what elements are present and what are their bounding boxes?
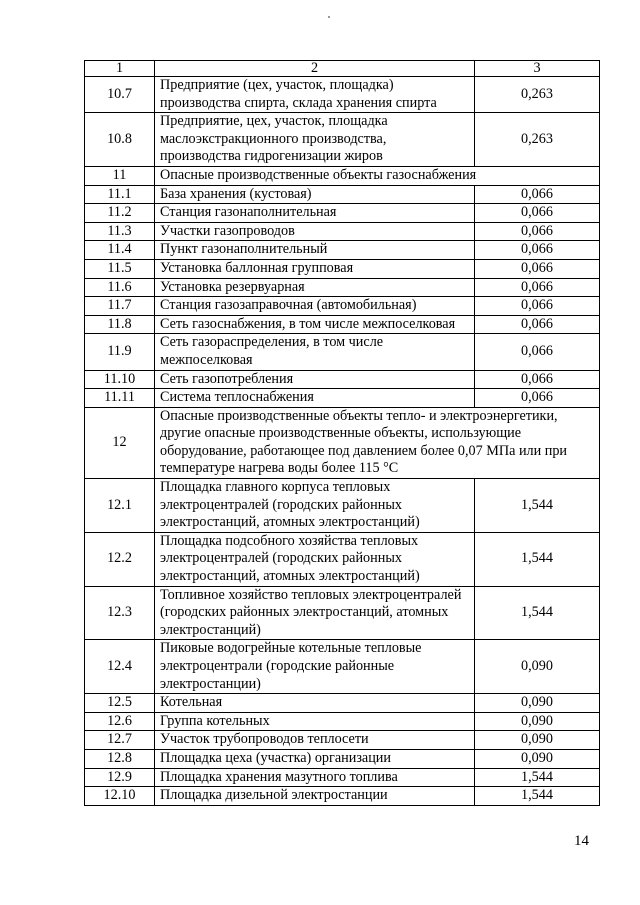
row-number: 12.1 xyxy=(85,479,155,533)
row-number: 12.3 xyxy=(85,586,155,640)
table-section-row xyxy=(85,407,600,478)
row-description: Группа котельных xyxy=(155,712,475,731)
table-row xyxy=(85,731,600,750)
row-description: Система теплоснабжения xyxy=(155,389,475,408)
row-number: 12.7 xyxy=(85,731,155,750)
row-number: 11 xyxy=(85,166,155,185)
row-description: Пиковые водогрейные котельные тепловые электроцентрали (городские районные электростанции) xyxy=(155,640,475,694)
table-row xyxy=(85,259,600,278)
header-col-3: 3 xyxy=(475,61,600,77)
row-coefficient: 0,066 xyxy=(475,297,600,316)
row-number: 10.8 xyxy=(85,113,155,167)
row-coefficient: 0,066 xyxy=(475,315,600,334)
table-row xyxy=(85,278,600,297)
row-coefficient: 0,066 xyxy=(475,222,600,241)
row-description: Установка баллонная групповая xyxy=(155,259,475,278)
row-coefficient: 1,544 xyxy=(475,532,600,586)
section-title: Опасные производственные объекты газоснабжения xyxy=(155,166,600,185)
table-row xyxy=(85,640,600,694)
row-description: Площадка дизельной электростанции xyxy=(155,787,475,806)
row-description: Площадка главного корпуса тепловых электроцентралей (городских районных электростанций, атомных электростанций) xyxy=(155,479,475,533)
table-body xyxy=(85,61,600,806)
row-number: 12.5 xyxy=(85,694,155,713)
row-description: Сеть газораспределения, в том числе межпоселковая xyxy=(155,334,475,370)
row-description: База хранения (кустовая) xyxy=(155,185,475,204)
table-row xyxy=(85,297,600,316)
row-description: Площадка подсобного хозяйства тепловых электроцентралей (городских районных электростанций, атомных электростанций) xyxy=(155,532,475,586)
row-description: Котельная xyxy=(155,694,475,713)
row-coefficient: 0,066 xyxy=(475,334,600,370)
table-row xyxy=(85,204,600,223)
row-description: Участок трубопроводов теплосети xyxy=(155,731,475,750)
table-row xyxy=(85,241,600,260)
table-row xyxy=(85,370,600,389)
section-title: Опасные производственные объекты тепло- и электроэнергетики, другие опасные производственные объекты, использующие оборудование, работающее под давлением более 0,07 МПа или при температуре нагрева воды более 115 °С xyxy=(155,407,600,478)
row-coefficient: 1,544 xyxy=(475,586,600,640)
row-number: 12.6 xyxy=(85,712,155,731)
row-number: 12.10 xyxy=(85,787,155,806)
row-number: 12.4 xyxy=(85,640,155,694)
table-row xyxy=(85,334,600,370)
row-number: 12 xyxy=(85,407,155,478)
table-row xyxy=(85,694,600,713)
row-number: 12.8 xyxy=(85,749,155,768)
row-description: Топливное хозяйство тепловых электроцентралей (городских районных электростанций, атомных электростанций) xyxy=(155,586,475,640)
page-number: 14 xyxy=(574,833,589,849)
row-number: 12.2 xyxy=(85,532,155,586)
row-coefficient: 0,090 xyxy=(475,694,600,713)
row-coefficient: 0,066 xyxy=(475,241,600,260)
row-number: 11.6 xyxy=(85,278,155,297)
row-coefficient: 0,066 xyxy=(475,278,600,297)
row-coefficient: 0,090 xyxy=(475,731,600,750)
row-number: 11.11 xyxy=(85,389,155,408)
table-row xyxy=(85,712,600,731)
scan-speck xyxy=(328,16,330,18)
row-number: 11.1 xyxy=(85,185,155,204)
row-coefficient: 0,066 xyxy=(475,370,600,389)
row-coefficient: 0,090 xyxy=(475,749,600,768)
row-coefficient: 0,263 xyxy=(475,77,600,113)
row-number: 11.7 xyxy=(85,297,155,316)
table-header-row xyxy=(85,61,600,77)
row-number: 12.9 xyxy=(85,768,155,787)
table-row xyxy=(85,113,600,167)
row-description: Станция газонаполнительная xyxy=(155,204,475,223)
table-section-row xyxy=(85,166,600,185)
table-row xyxy=(85,586,600,640)
row-number: 10.7 xyxy=(85,77,155,113)
table-row xyxy=(85,787,600,806)
row-number: 11.2 xyxy=(85,204,155,223)
table-row xyxy=(85,749,600,768)
row-number: 11.3 xyxy=(85,222,155,241)
row-coefficient: 1,544 xyxy=(475,768,600,787)
table-row xyxy=(85,77,600,113)
table-row xyxy=(85,479,600,533)
row-description: Сеть газопотребления xyxy=(155,370,475,389)
header-col-2: 2 xyxy=(155,61,475,77)
row-number: 11.4 xyxy=(85,241,155,260)
table-row xyxy=(85,532,600,586)
row-description: Пункт газонаполнительный xyxy=(155,241,475,260)
row-coefficient: 0,090 xyxy=(475,640,600,694)
row-description: Площадка хранения мазутного топлива xyxy=(155,768,475,787)
row-coefficient: 1,544 xyxy=(475,787,600,806)
row-description: Станция газозаправочная (автомобильная) xyxy=(155,297,475,316)
row-description: Сеть газоснабжения, в том числе межпоселковая xyxy=(155,315,475,334)
row-coefficient: 0,090 xyxy=(475,712,600,731)
row-description: Установка резервуарная xyxy=(155,278,475,297)
row-coefficient: 0,066 xyxy=(475,185,600,204)
row-number: 11.8 xyxy=(85,315,155,334)
row-coefficient: 1,544 xyxy=(475,479,600,533)
row-description: Предприятие, цех, участок, площадка маслоэкстракционного производства, производства гидрогенизации жиров xyxy=(155,113,475,167)
table-row xyxy=(85,389,600,408)
row-coefficient: 0,066 xyxy=(475,389,600,408)
table-row xyxy=(85,315,600,334)
hazard-coefficients-table xyxy=(84,60,600,806)
row-number: 11.5 xyxy=(85,259,155,278)
row-number: 11.9 xyxy=(85,334,155,370)
row-description: Участки газопроводов xyxy=(155,222,475,241)
table-row xyxy=(85,185,600,204)
table-row xyxy=(85,222,600,241)
row-description: Площадка цеха (участка) организации xyxy=(155,749,475,768)
row-coefficient: 0,066 xyxy=(475,259,600,278)
row-coefficient: 0,263 xyxy=(475,113,600,167)
table-row xyxy=(85,768,600,787)
row-number: 11.10 xyxy=(85,370,155,389)
row-coefficient: 0,066 xyxy=(475,204,600,223)
header-col-1: 1 xyxy=(85,61,155,77)
row-description: Предприятие (цех, участок, площадка) производства спирта, склада хранения спирта xyxy=(155,77,475,113)
